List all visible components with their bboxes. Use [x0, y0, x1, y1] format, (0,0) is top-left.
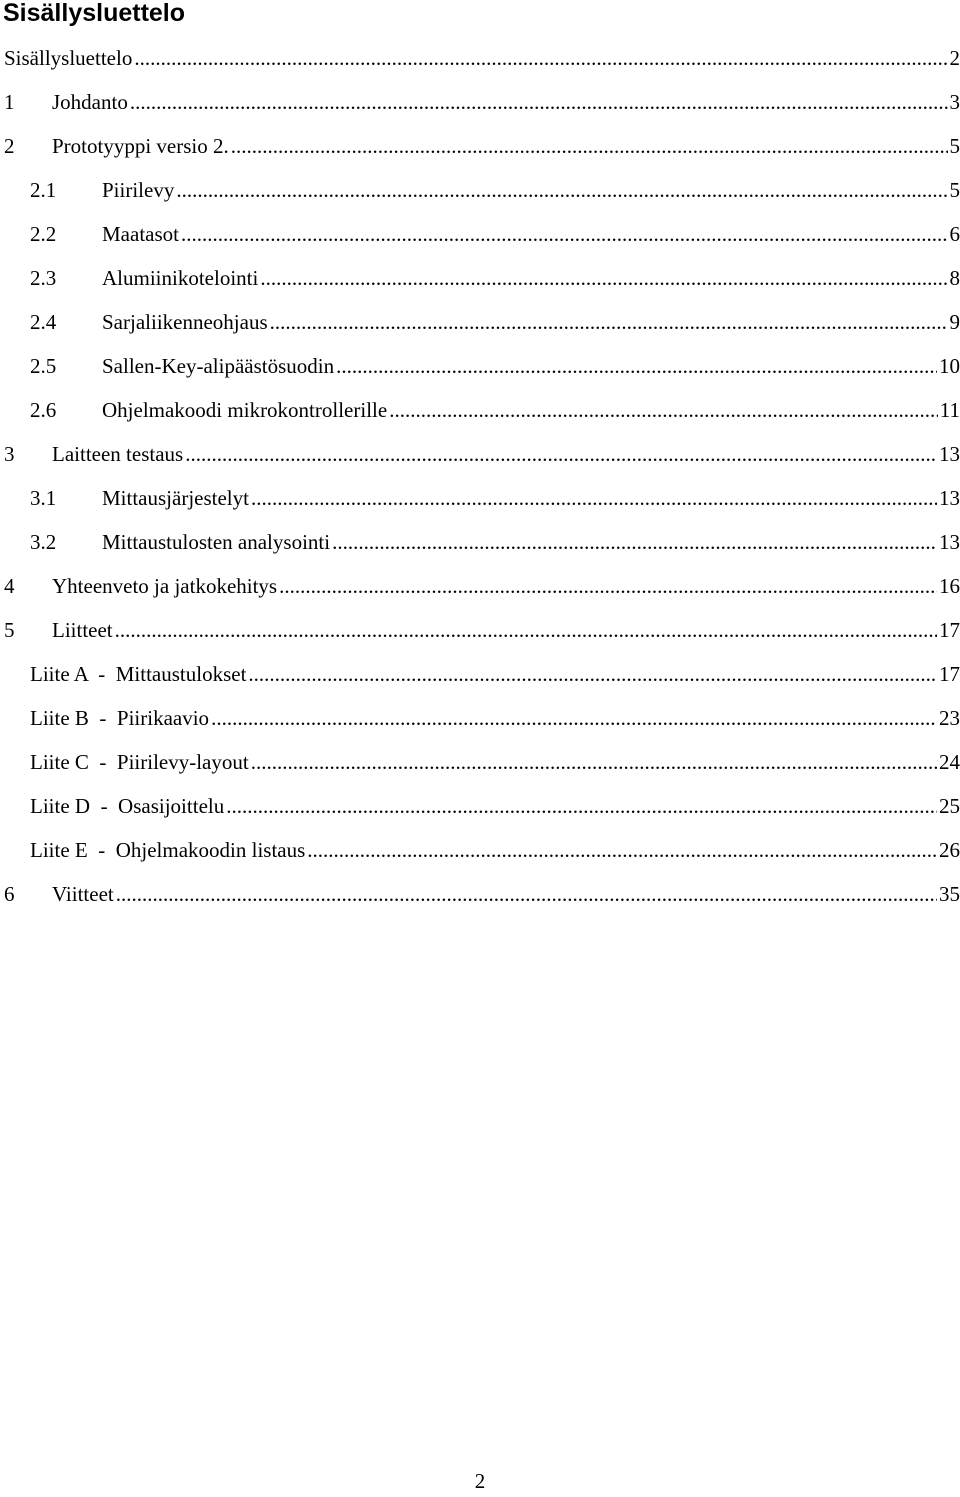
toc-entry-number: 2	[4, 130, 52, 162]
toc-entry-title: Mittausjärjestelyt	[102, 482, 249, 514]
toc-leader-dots	[248, 658, 937, 690]
toc-entry-laitteen-testaus[interactable]	[4, 438, 960, 470]
toc-entry-title: Johdanto	[52, 86, 128, 118]
toc-entry-page: 13	[939, 438, 960, 470]
toc-entry-page: 3	[950, 86, 960, 118]
toc-leader-dots	[260, 262, 947, 294]
toc-leader-dots	[231, 130, 948, 162]
toc-entry-sisallysluettelo[interactable]	[4, 42, 960, 74]
toc-entry-page: 11	[940, 394, 960, 426]
toc-entry-page: 17	[939, 614, 960, 646]
toc-leader-dots	[176, 174, 947, 206]
toc-entry-title: Maatasot	[102, 218, 179, 250]
toc-entry-page: 17	[939, 658, 960, 690]
toc-entry-page: 6	[950, 218, 960, 250]
toc-leader-dots	[211, 702, 937, 734]
toc-leader-dots	[251, 482, 937, 514]
toc-leader-dots	[116, 878, 937, 910]
toc-entry-number: 3.1	[30, 482, 102, 514]
toc-leader-dots	[185, 438, 937, 470]
toc-entry-number: 3.2	[30, 526, 102, 558]
toc-leader-dots	[307, 834, 937, 866]
toc-entry-page: 5	[950, 130, 960, 162]
toc-entry-page: 2	[950, 42, 960, 74]
toc-entry-title: Liite C - Piirilevy-layout	[30, 746, 249, 778]
toc-entry-alumiinikotelointi[interactable]	[30, 262, 960, 294]
toc-leader-dots	[251, 746, 937, 778]
toc-leader-dots	[181, 218, 948, 250]
toc-entry-liite-c[interactable]	[30, 746, 960, 778]
toc-entry-title: Alumiinikotelointi	[102, 262, 258, 294]
toc-entry-page: 13	[939, 482, 960, 514]
toc-entry-page: 26	[939, 834, 960, 866]
toc-entry-page: 23	[939, 702, 960, 734]
toc-entry-title: Liite E - Ohjelmakoodin listaus	[30, 834, 305, 866]
toc-entry-maatasot[interactable]	[30, 218, 960, 250]
toc-leader-dots	[134, 42, 947, 74]
toc-entry-number: 6	[4, 878, 52, 910]
toc-entry-number: 2.2	[30, 218, 102, 250]
toc-entry-page: 8	[950, 262, 960, 294]
page-title: Sisällysluettelo	[3, 0, 185, 28]
toc-entry-number: 2.6	[30, 394, 102, 426]
toc-entry-page: 9	[950, 306, 960, 338]
toc-entry-number: 2.1	[30, 174, 102, 206]
toc-entry-page: 16	[939, 570, 960, 602]
toc-entry-prototyyppi[interactable]	[4, 130, 960, 162]
toc-entry-title: Laitteen testaus	[52, 438, 183, 470]
toc-entry-liitteet[interactable]	[4, 614, 960, 646]
toc-entry-number: 4	[4, 570, 52, 602]
toc-leader-dots	[389, 394, 938, 426]
toc-leader-dots	[270, 306, 948, 338]
toc-entry-liite-b[interactable]	[30, 702, 960, 734]
toc-entry-sarjaliikenneohjaus[interactable]	[30, 306, 960, 338]
toc-leader-dots	[279, 570, 937, 602]
toc-entry-title: Liitteet	[52, 614, 113, 646]
toc-leader-dots	[332, 526, 937, 558]
toc-entry-mittaustulosten-analysointi[interactable]	[30, 526, 960, 558]
toc-entry-liite-a[interactable]	[30, 658, 960, 690]
toc-entry-title: Liite B - Piirikaavio	[30, 702, 209, 734]
toc-entry-page: 35	[939, 878, 960, 910]
toc-entry-title: Mittaustulosten analysointi	[102, 526, 330, 558]
toc-entry-liite-d[interactable]	[30, 790, 960, 822]
toc-leader-dots	[336, 350, 937, 382]
toc-entry-title: Piirilevy	[102, 174, 174, 206]
toc-entry-title: Yhteenveto ja jatkokehitys	[52, 570, 277, 602]
toc-leader-dots	[115, 614, 937, 646]
toc-entry-johdanto[interactable]	[4, 86, 960, 118]
toc-entry-title: Viitteet	[52, 878, 114, 910]
toc-entry-number: 2.4	[30, 306, 102, 338]
toc-entry-title: Prototyyppi versio 2.	[52, 130, 229, 162]
toc-entry-mittausjarjestelyt[interactable]	[30, 482, 960, 514]
toc-entry-sallen-key[interactable]	[30, 350, 960, 382]
toc-entry-page: 13	[939, 526, 960, 558]
toc-entry-title: Sallen-Key-alipäästösuodin	[102, 350, 334, 382]
toc-entry-page: 5	[950, 174, 960, 206]
toc-entry-title: Sarjaliikenneohjaus	[102, 306, 268, 338]
toc-entry-page: 25	[939, 790, 960, 822]
toc-entry-page: 24	[939, 746, 960, 778]
toc-entry-title: Liite A - Mittaustulokset	[30, 658, 246, 690]
toc-entry-number: 1	[4, 86, 52, 118]
toc-entry-title: Ohjelmakoodi mikrokontrollerille	[102, 394, 387, 426]
toc-entry-liite-e[interactable]	[30, 834, 960, 866]
toc-entry-viitteet[interactable]	[4, 878, 960, 910]
toc-entry-number: 3	[4, 438, 52, 470]
toc-leader-dots	[130, 86, 948, 118]
toc-entry-yhteenveto[interactable]	[4, 570, 960, 602]
toc-entry-title: Liite D - Osasijoittelu	[30, 790, 224, 822]
page-number: 2	[0, 1465, 960, 1497]
toc-entry-title: Sisällysluettelo	[4, 42, 132, 74]
toc-entry-number: 2.3	[30, 262, 102, 294]
toc-entry-number: 2.5	[30, 350, 102, 382]
toc-entry-piirilevy[interactable]	[30, 174, 960, 206]
toc-entry-page: 10	[939, 350, 960, 382]
toc-leader-dots	[226, 790, 937, 822]
toc-entry-number: 5	[4, 614, 52, 646]
toc-entry-ohjelmakoodi[interactable]	[30, 394, 960, 426]
